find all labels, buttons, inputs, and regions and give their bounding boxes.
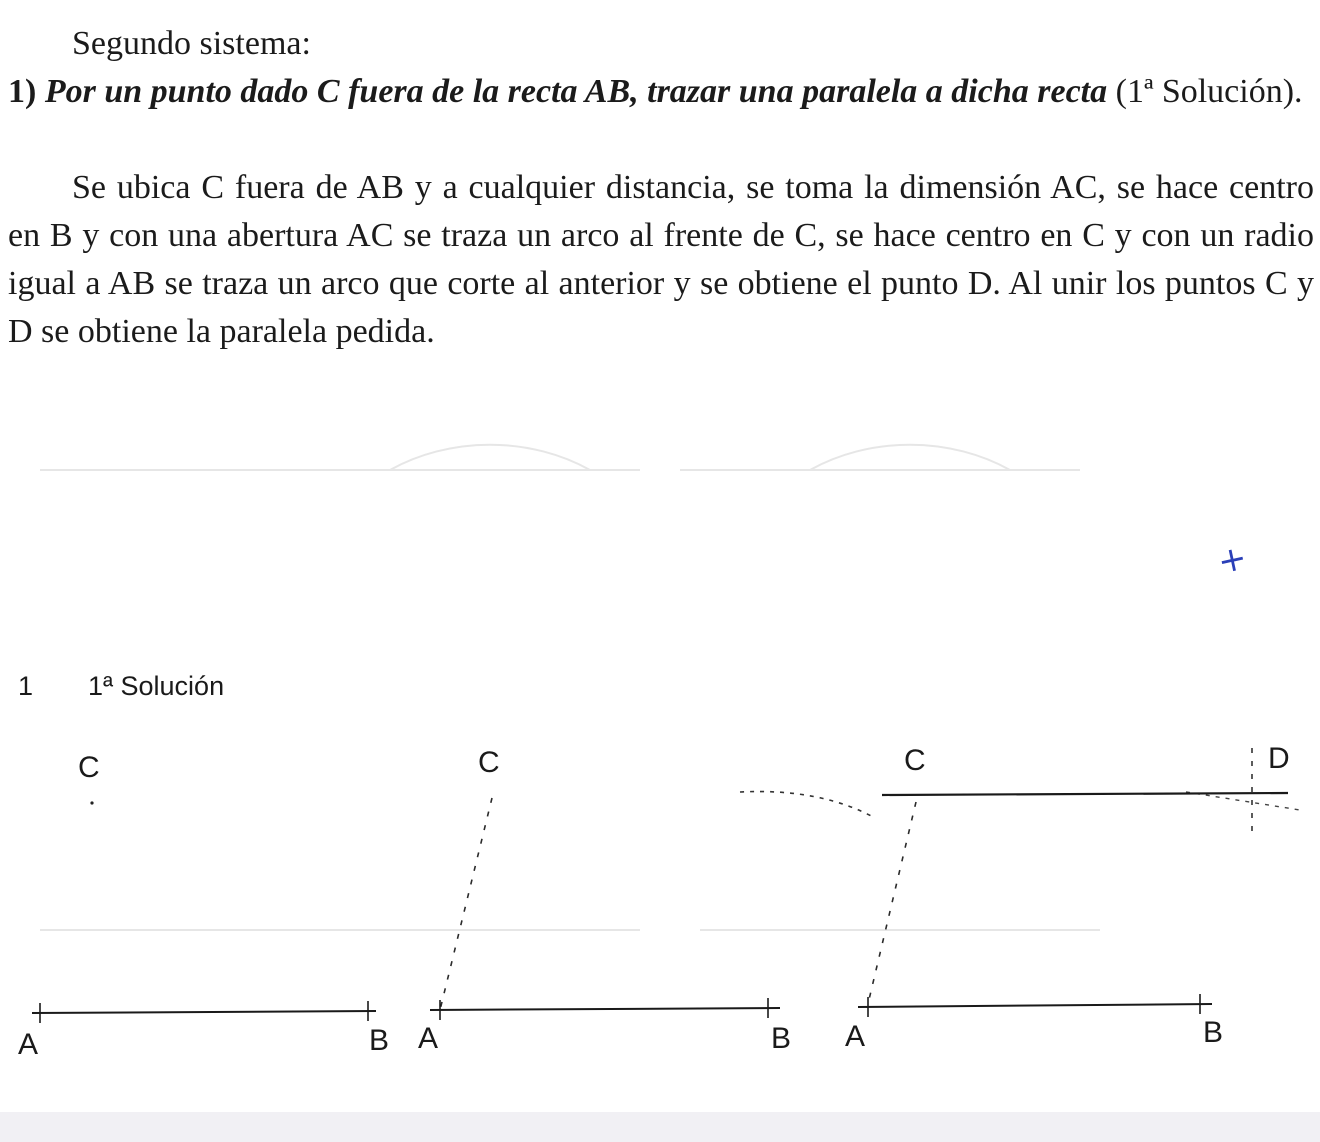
figure-caption: 1ª Solución — [88, 671, 225, 701]
problem-statement-text: Por un punto dado C fuera de la recta AB, trazar una paralela a dicha — [44, 73, 1029, 110]
problem-statement — [8, 68, 1314, 116]
arc-from-b — [740, 792, 875, 818]
arc-intersection-trace — [1186, 792, 1300, 810]
point-a-label: A — [845, 1020, 866, 1053]
dashed-segment-ac — [867, 802, 916, 1008]
point-b-label: B — [771, 1022, 792, 1055]
segment-ab — [32, 1011, 376, 1013]
dashed-segment-ac — [440, 798, 492, 1010]
parallel-line-cd — [882, 793, 1288, 795]
segment-ab — [858, 1004, 1212, 1007]
point-c-label: C — [78, 751, 100, 784]
point-b-label: B — [369, 1024, 390, 1057]
problem-statement-end: recta — [1037, 73, 1108, 110]
section-title: Segundo sistema: — [72, 25, 311, 62]
point-d-label: D — [1268, 742, 1290, 775]
solution-note: (1ª Solución). — [1115, 73, 1303, 110]
stray-pen-mark: + — [1214, 537, 1251, 583]
segment-ab — [430, 1008, 780, 1010]
point-c — [90, 801, 93, 804]
problem-number: 1) — [8, 73, 37, 110]
point-c-label: C — [904, 744, 926, 777]
point-a-label: A — [418, 1022, 439, 1055]
panel-3 — [740, 742, 1300, 1053]
point-b-label: B — [1203, 1016, 1224, 1049]
point-c-label: C — [478, 746, 500, 779]
construction-figure — [0, 650, 1320, 1070]
panel-1 — [18, 751, 389, 1061]
scan-bottom-margin — [0, 1112, 1320, 1142]
figure-number: 1 — [18, 671, 34, 701]
explanation-paragraph: Se ubica C fuera de AB y a cualquier distancia, se toma la dimensión AC, se hace centro en B y con una abertura AC se traza un arco al frente de C, se hace centro en C y con un radio igual a AB se traza un arco que corte al anterior y se obtiene el punto D. Al unir los puntos C y D se obtiene la paralela pedida. — [8, 169, 1314, 350]
panel-2 — [418, 746, 791, 1055]
point-a-label: A — [18, 1028, 39, 1061]
